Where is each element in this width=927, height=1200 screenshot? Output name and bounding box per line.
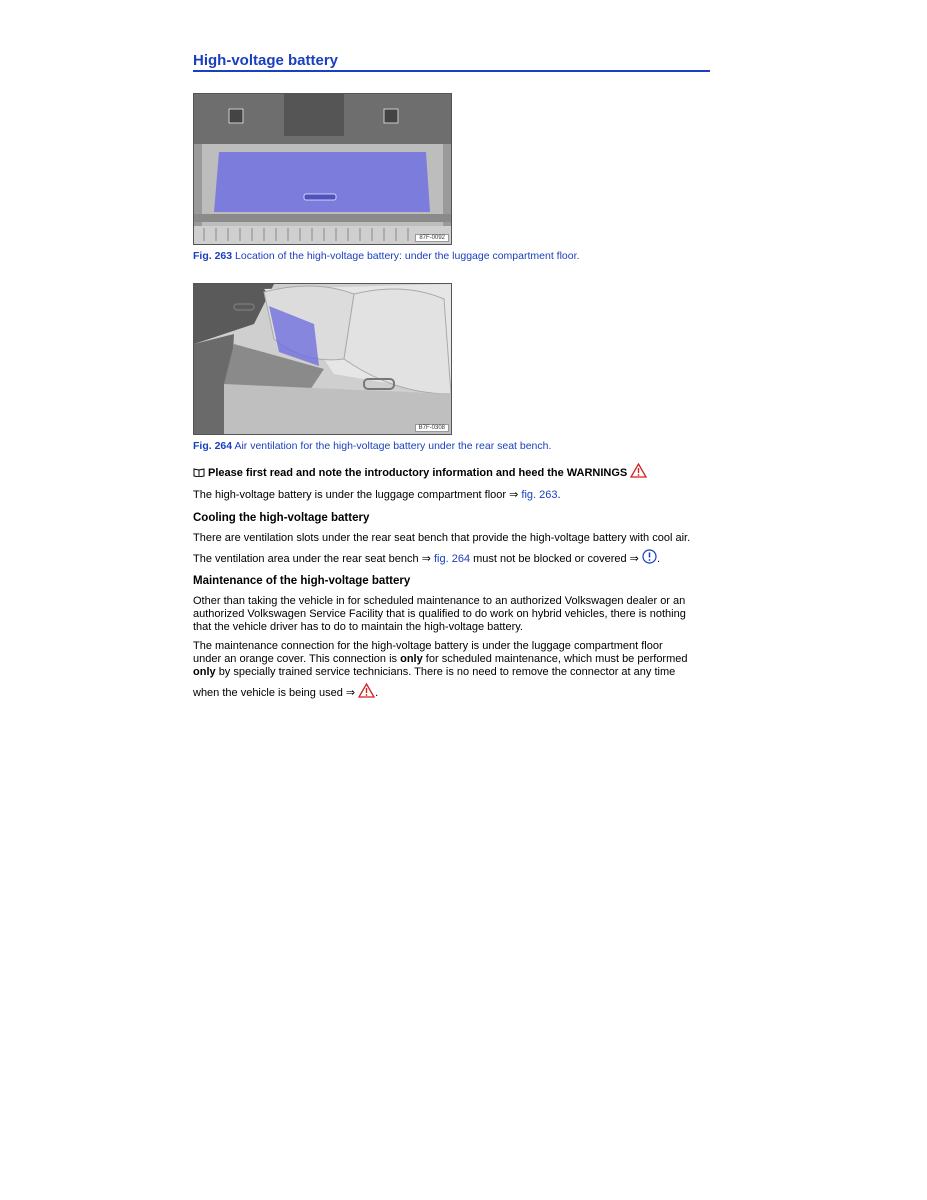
figure-code: 87F-0092 (415, 234, 449, 242)
title-rule (193, 70, 710, 72)
fig-263-link[interactable]: fig. 263 (521, 489, 558, 501)
cooling-text-a: The ventilation area under the rear seat bench ⇒ (193, 553, 431, 565)
cooling-line-2 (193, 549, 713, 566)
notice-icon[interactable] (642, 549, 657, 564)
maintenance-paragraph-2 (193, 640, 713, 700)
text-line: Other than taking the vehicle in for scheduled maintenance to an authorized Volkswagen dealer or an (193, 595, 686, 607)
maintenance-paragraph-1 (193, 595, 713, 634)
caption-text: Air ventilation for the high-voltage battery under the rear seat bench. (234, 440, 552, 452)
figure-263-image (193, 93, 452, 245)
paragraph-text: The high-voltage battery is under the luggage compartment floor ⇒ (193, 489, 519, 501)
book-icon (193, 468, 205, 477)
warning-icon[interactable] (630, 463, 647, 478)
period: . (375, 687, 379, 699)
page-title: High-voltage battery (193, 52, 339, 69)
intro-line (193, 463, 713, 480)
figure-264-caption (193, 440, 551, 452)
text-line (193, 666, 713, 679)
figure-code: B7F-0308 (415, 424, 449, 432)
cooling-line-1: There are ventilation slots under the rear seat bench that provide the high-voltage battery with cool air. (193, 532, 691, 544)
figure-264-image (193, 283, 452, 435)
maintenance-heading: Maintenance of the high-voltage battery (193, 575, 411, 587)
text-line (193, 683, 713, 700)
period: . (557, 489, 561, 501)
warning-icon[interactable] (358, 683, 375, 698)
cooling-text-b: must not be blocked or covered ⇒ (473, 553, 639, 565)
fig-264-link[interactable]: fig. 264 (433, 553, 471, 565)
period: . (656, 553, 661, 565)
figure-263-caption (193, 250, 579, 262)
intro-text: Please first read and note the introductory information and heed the WARNINGS (208, 467, 628, 479)
text-fragment: when the vehicle is being used ⇒ (193, 687, 356, 699)
figure-label: Fig. 264 (193, 440, 233, 452)
bold-only: only (193, 666, 216, 678)
text-fragment: under an orange cover. This connection is (193, 653, 398, 665)
text-fragment: by specially trained service technicians. There is no need to remove the connector at any time (218, 666, 676, 678)
caption-text: Location of the high-voltage battery: under the luggage compartment floor. (235, 250, 580, 262)
text-line (193, 653, 713, 666)
bold-only: only (400, 653, 423, 665)
figure-label: Fig. 263 (193, 250, 233, 262)
text-line: The maintenance connection for the high-voltage battery is under the luggage compartment floor (193, 640, 663, 652)
battery-location-paragraph (193, 489, 713, 502)
text-fragment: for scheduled maintenance, which must be performed (425, 653, 688, 665)
cooling-heading: Cooling the high-voltage battery (193, 512, 370, 524)
text-line: authorized Volkswagen Service Facility that is qualified to do work on hybrid vehicles, there is nothing (193, 608, 686, 620)
text-line: that the vehicle driver has to do to maintain the high-voltage battery. (193, 621, 523, 633)
